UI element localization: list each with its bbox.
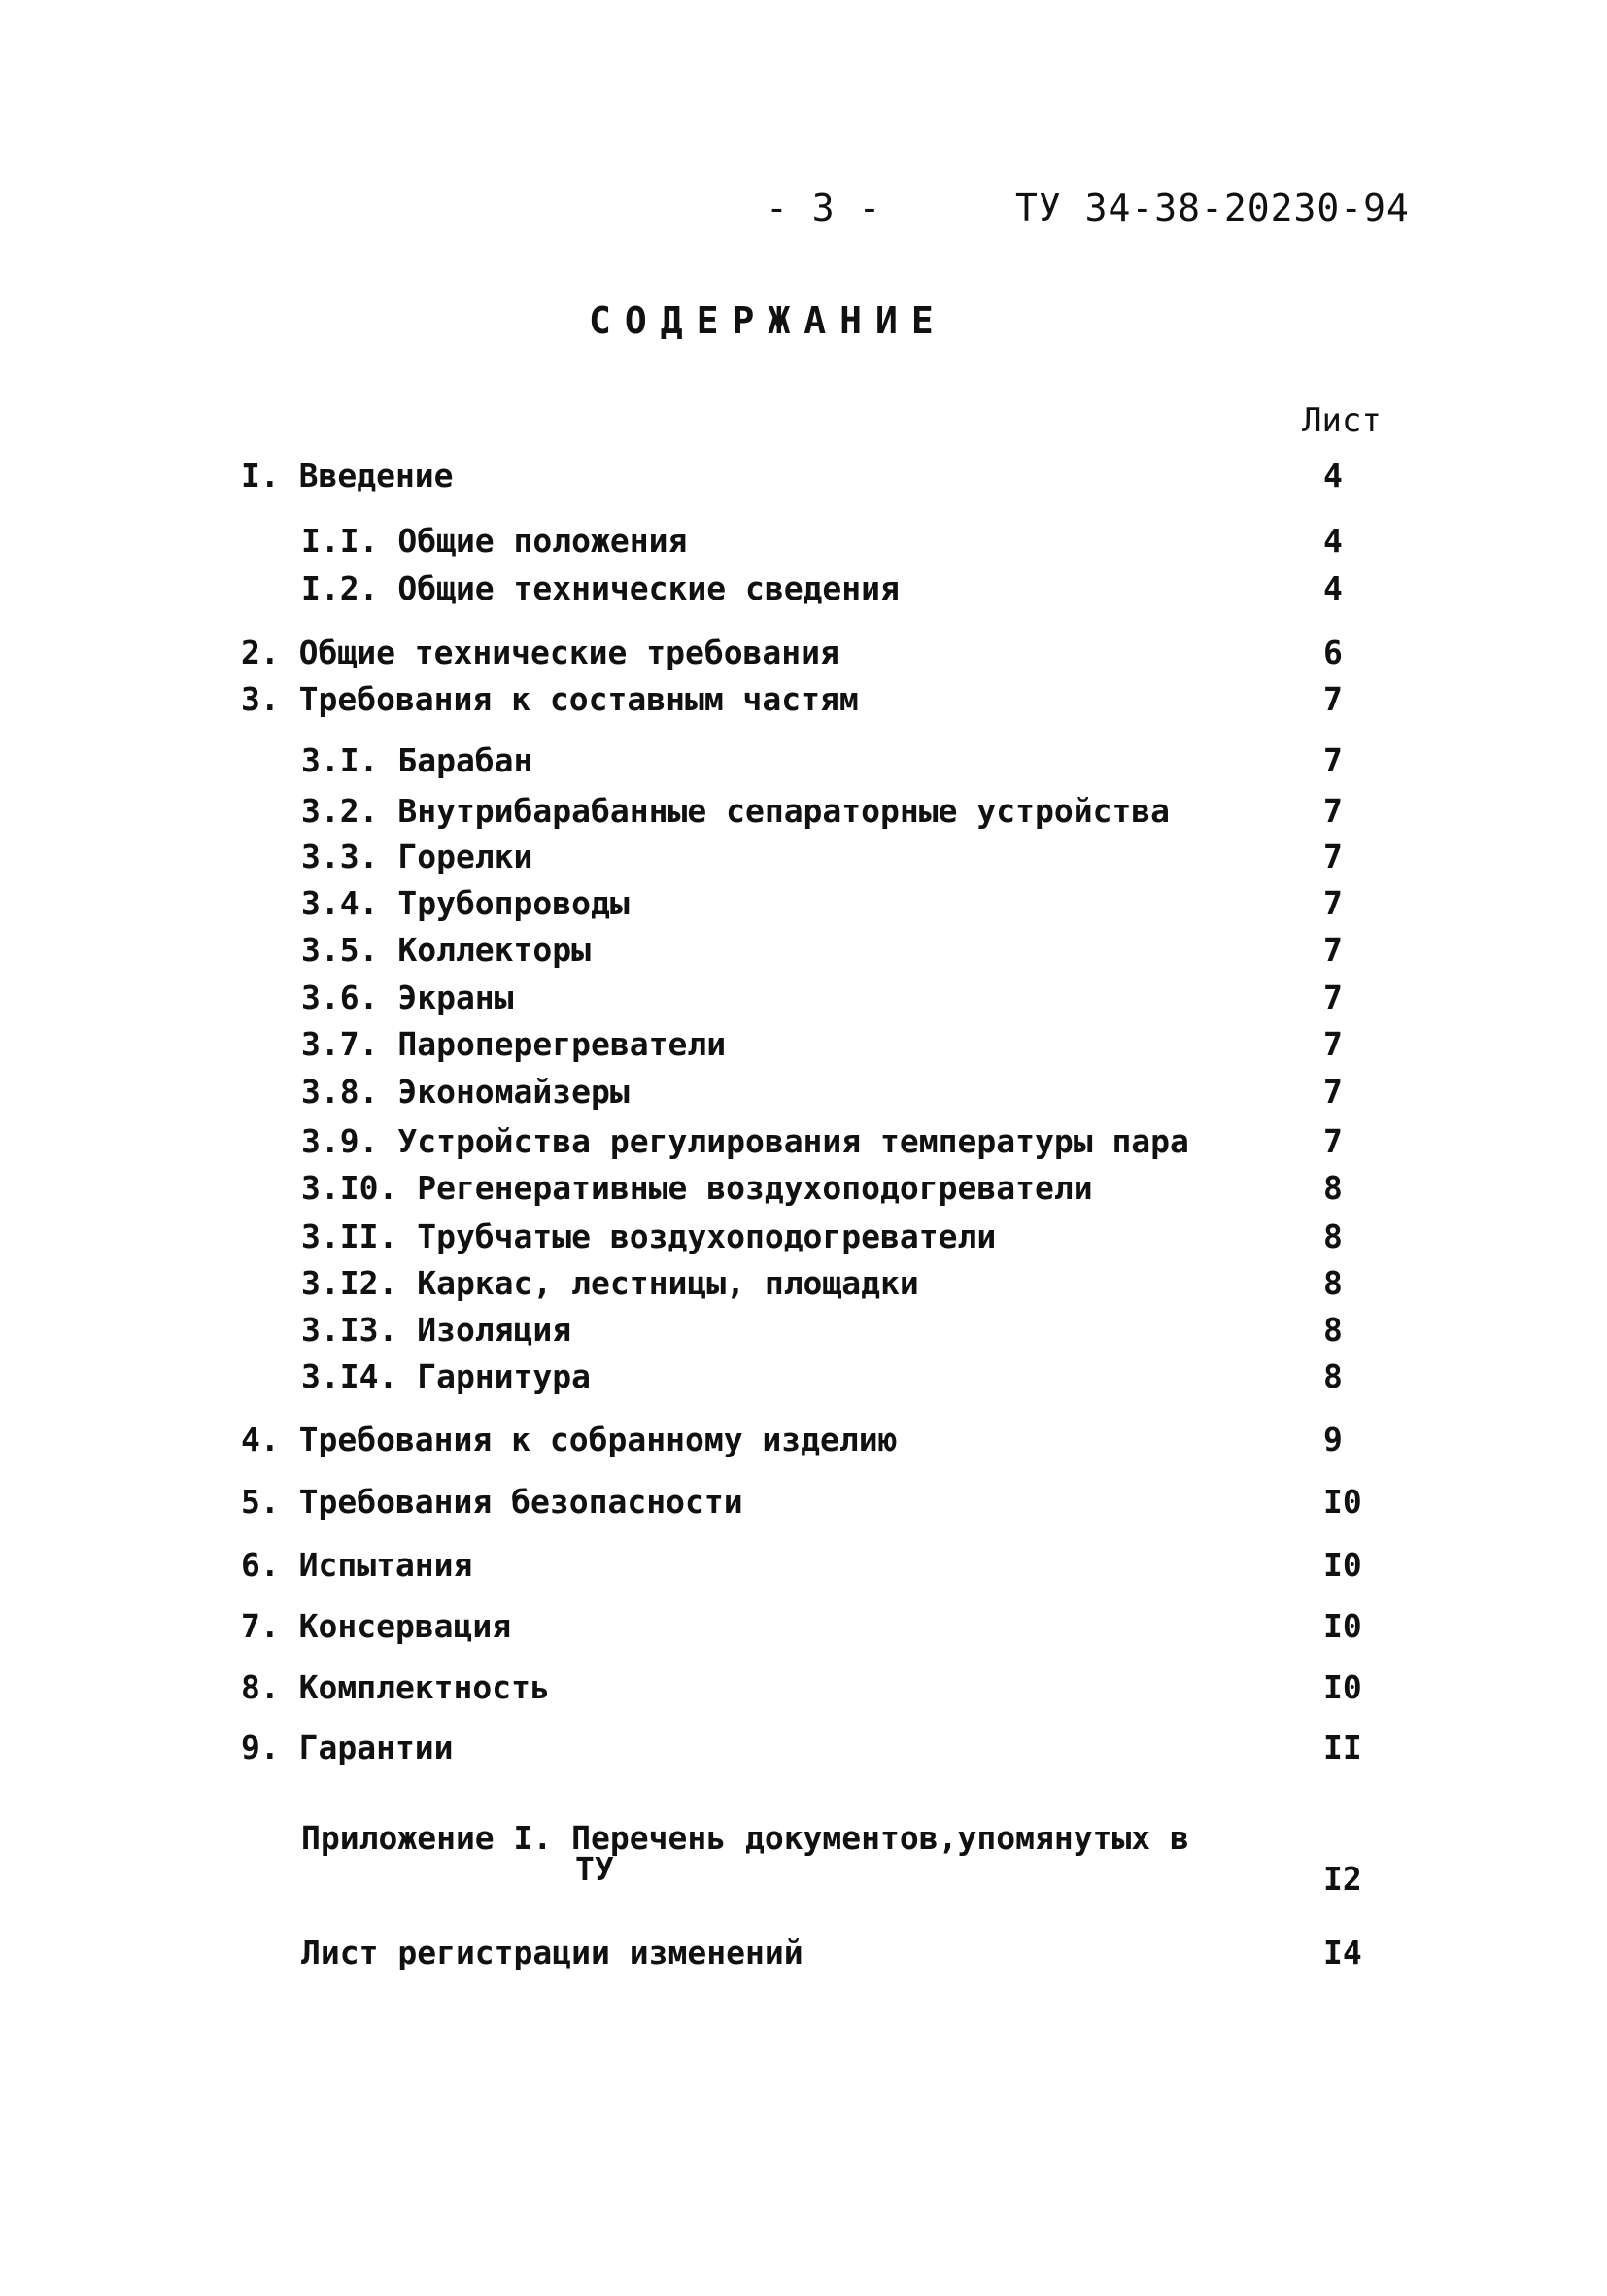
toc-entry-page: 8 — [1323, 1311, 1343, 1349]
toc-entry — [0, 792, 1607, 835]
appendix-label-line2: ТУ — [575, 1850, 614, 1888]
toc-entry — [0, 1264, 1607, 1307]
toc-entry-page: 4 — [1323, 569, 1343, 607]
changes-sheet-label: Лист регистрации изменений — [301, 1934, 804, 1971]
toc-entry-label: 3.2. Внутрибарабанные сепараторные устройства — [301, 792, 1171, 830]
page-title: СОДЕРЖАНИЕ — [589, 299, 947, 342]
toc-entry — [0, 1025, 1607, 1068]
toc-entry-label: 5. Требования безопасности — [241, 1483, 743, 1521]
toc-entry — [0, 522, 1607, 565]
toc-entry — [0, 931, 1607, 974]
toc-entry-page: 7 — [1323, 884, 1343, 922]
toc-entry-page: 7 — [1323, 1122, 1343, 1160]
toc-entry — [0, 1607, 1607, 1650]
toc-entry — [0, 1483, 1607, 1525]
toc-entry-page: I0 — [1323, 1546, 1362, 1584]
toc-entry-page: 7 — [1323, 1025, 1343, 1063]
toc-entry-page: I0 — [1323, 1483, 1362, 1521]
toc-entry-label: 3.6. Экраны — [301, 978, 514, 1016]
toc-entry — [0, 1357, 1607, 1400]
toc-entry — [0, 1073, 1607, 1115]
toc-entry-label: 3.I4. Гарнитура — [301, 1357, 592, 1395]
toc-entry-page: 7 — [1323, 741, 1343, 779]
toc-entry-page: 4 — [1323, 457, 1343, 495]
toc-entry-label: 3.5. Коллекторы — [301, 931, 592, 969]
toc-entry — [0, 1729, 1607, 1771]
toc-entry-page: 7 — [1323, 931, 1343, 969]
appendix-page: I2 — [1323, 1860, 1362, 1898]
toc-entry-page: 8 — [1323, 1169, 1343, 1207]
toc-entry — [0, 634, 1607, 676]
toc-entry — [0, 978, 1607, 1021]
toc-entry-page: 7 — [1323, 792, 1343, 830]
toc-entry-label: 8. Комплектность — [241, 1668, 550, 1706]
toc-entry — [0, 838, 1607, 880]
toc-entry-page: 7 — [1323, 978, 1343, 1016]
sheet-column-header: Лист — [1302, 401, 1382, 440]
toc-entry — [0, 1421, 1607, 1463]
toc-entry-page: I0 — [1323, 1668, 1362, 1706]
toc-entry-label: 3.II. Трубчатые воздухоподогреватели — [301, 1217, 997, 1255]
toc-entry — [0, 1668, 1607, 1711]
toc-entry-label: 6. Испытания — [241, 1546, 473, 1584]
toc-entry-page: 7 — [1323, 1073, 1343, 1111]
toc-entry-label: 3.I0. Регенеративные воздухоподогреватели — [301, 1169, 1093, 1207]
document-code: ТУ 34-38-20230-94 — [1015, 187, 1410, 229]
toc-entry — [0, 457, 1607, 499]
toc-entry-label: 3.9. Устройства регулирования температуры пара — [301, 1122, 1189, 1160]
toc-entry-label: 2. Общие технические требования — [241, 634, 839, 671]
toc-entry-label: 3.8. Экономайзеры — [301, 1073, 630, 1111]
toc-entry-page: I0 — [1323, 1607, 1362, 1645]
toc-entry — [0, 1169, 1607, 1212]
toc-entry-label: 3.3. Горелки — [301, 838, 533, 875]
toc-entry — [0, 741, 1607, 784]
toc-entry-label: I.I. Общие положения — [301, 522, 688, 560]
toc-entry — [0, 1122, 1607, 1165]
toc-entry-label: 7. Консервация — [241, 1607, 512, 1645]
toc-entry-label: 3.7. Пароперегреватели — [301, 1025, 727, 1063]
toc-entry — [0, 1546, 1607, 1589]
toc-entry-page: II — [1323, 1729, 1362, 1766]
toc-entry-label: 4. Требования к собранному изделию — [241, 1421, 898, 1458]
toc-entry — [0, 680, 1607, 723]
toc-entry-label: 3.I3. Изоляция — [301, 1311, 572, 1349]
toc-entry-page: 8 — [1323, 1357, 1343, 1395]
toc-entry-page: 8 — [1323, 1264, 1343, 1302]
changes-sheet-page: I4 — [1323, 1934, 1362, 1971]
toc-entry-label: 3. Требования к составным частям — [241, 680, 859, 718]
toc-entry-label: I. Введение — [241, 457, 454, 495]
toc-entry-label: I.2. Общие технические сведения — [301, 569, 900, 607]
toc-entry — [0, 1217, 1607, 1260]
toc-entry — [0, 884, 1607, 927]
page-number: - 3 - — [766, 187, 882, 229]
toc-entry-label: 3.I2. Каркас, лестницы, площадки — [301, 1264, 919, 1302]
toc-entry-page: 4 — [1323, 522, 1343, 560]
toc-entry-page: 7 — [1323, 680, 1343, 718]
toc-entry-label: 3.4. Трубопроводы — [301, 884, 630, 922]
toc-appendix-entry — [0, 1819, 1607, 1897]
toc-entry-page: 6 — [1323, 634, 1343, 671]
toc-changes-entry — [0, 1934, 1607, 1976]
toc-entry-page: 8 — [1323, 1217, 1343, 1255]
toc-entry-label: 3.I. Барабан — [301, 741, 533, 779]
toc-entry-page: 7 — [1323, 838, 1343, 875]
appendix-label-line1: Приложение I. Перечень документов,упомянутых в — [301, 1819, 1189, 1857]
toc-entry — [0, 569, 1607, 612]
toc-entry-page: 9 — [1323, 1421, 1343, 1458]
toc-entry-label: 9. Гарантии — [241, 1729, 454, 1766]
toc-entry — [0, 1311, 1607, 1354]
